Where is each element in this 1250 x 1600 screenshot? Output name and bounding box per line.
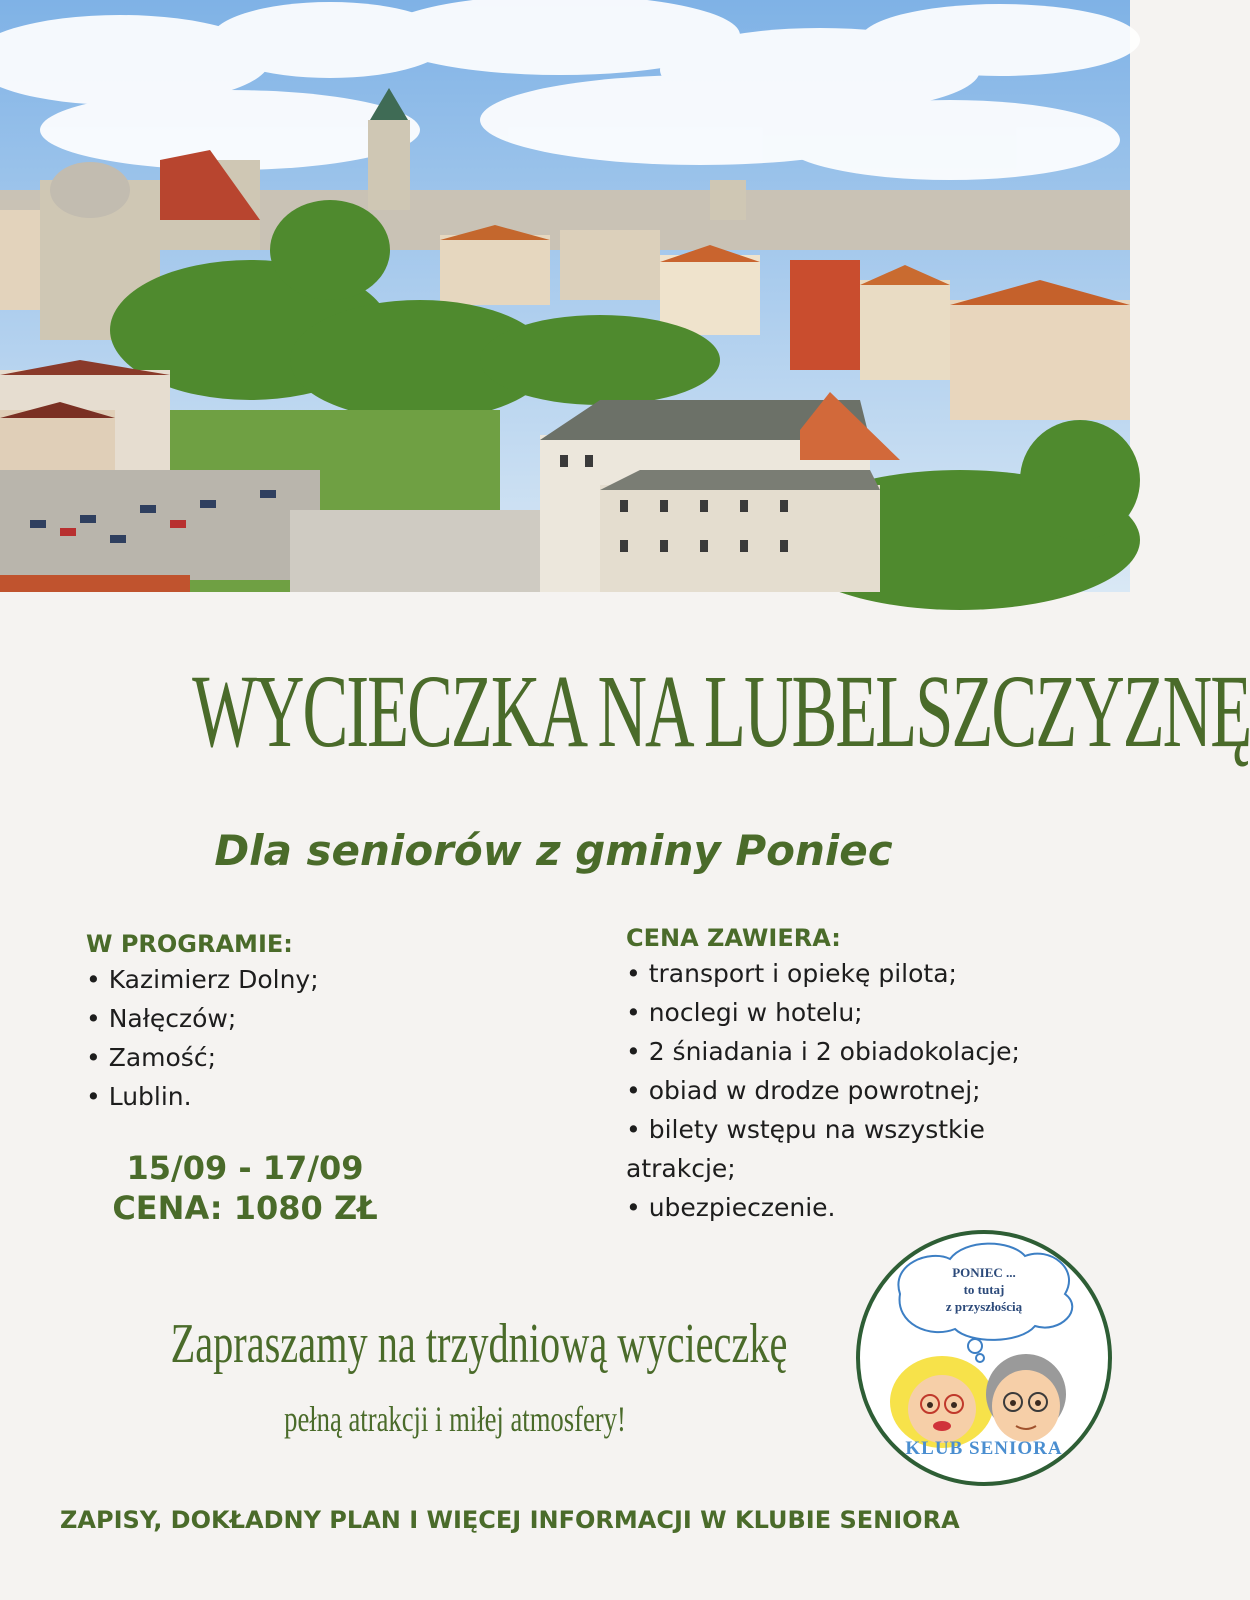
invitation-line: Zapraszamy na trzydniową wycieczkę <box>170 1313 788 1375</box>
invitation-subline: pełną atrakcji i miłej atmosfery! <box>284 1399 626 1439</box>
list-item: • Kazimierz Dolny; <box>86 960 546 999</box>
list-item: • ubezpieczenie. <box>626 1188 1056 1227</box>
logo-bubble-line: z przyszłością <box>945 1299 1023 1314</box>
list-item: • bilety wstępu na wszystkie atrakcje; <box>626 1110 1056 1188</box>
list-item: • Nałęczów; <box>86 999 546 1038</box>
footer-info: ZAPISY, DOKŁADNY PLAN I WIĘCEJ INFORMACJI W KLUBIE SENIORA <box>60 1506 960 1534</box>
trip-dates: 15/09 - 17/09 <box>126 1149 364 1187</box>
list-item: • obiad w drodze powrotnej; <box>626 1071 1056 1110</box>
poster-subtitle: Dla seniorów z gminy Poniec <box>214 826 893 875</box>
list-item: • noclegi w hotelu; <box>626 993 1056 1032</box>
hero-photo-lublin-panorama <box>0 0 1130 592</box>
price-includes-list <box>626 954 1056 1227</box>
logo-bubble-text <box>904 1264 1064 1315</box>
logo-bubble-line: PONIEC ... <box>952 1265 1016 1280</box>
klub-seniora-logo <box>856 1230 1112 1486</box>
program-heading: W PROGRAMIE: <box>86 930 293 958</box>
list-item: • transport i opiekę pilota; <box>626 954 1056 993</box>
price-includes-heading: CENA ZAWIERA: <box>626 924 841 952</box>
trip-price: CENA: 1080 ZŁ <box>112 1189 378 1227</box>
price-includes-section <box>626 922 1056 1227</box>
program-section <box>86 928 546 1116</box>
dates-price-block <box>110 1148 380 1228</box>
logo-bubble-line: to tutaj <box>963 1282 1005 1297</box>
logo-name: KLUB SENIORA <box>905 1438 1063 1459</box>
list-item: • 2 śniadania i 2 obiadokolacje; <box>626 1032 1056 1071</box>
poster-title: WYCIECZKA NA LUBELSZCZYZNĘ <box>192 654 1250 769</box>
list-item: • Lublin. <box>86 1077 546 1116</box>
list-item: • Zamość; <box>86 1038 546 1077</box>
program-list <box>86 960 546 1116</box>
